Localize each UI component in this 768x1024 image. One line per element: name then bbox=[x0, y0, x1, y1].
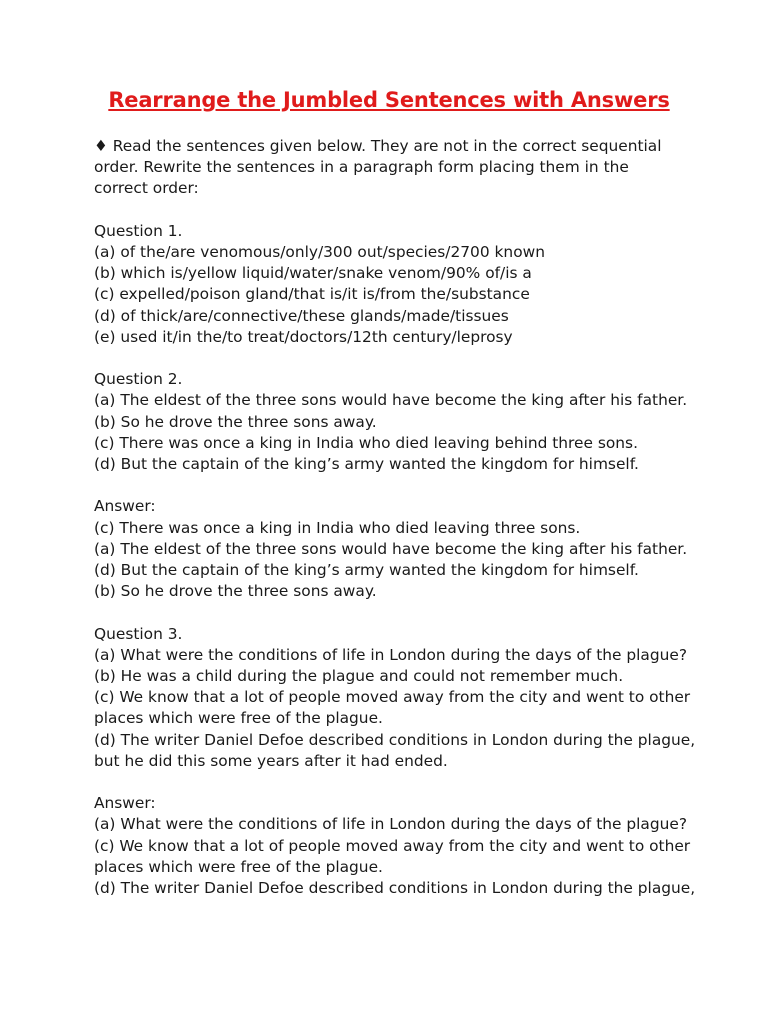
sentence-line: (c) There was once a king in India who died leaving three sons. bbox=[94, 518, 581, 537]
question-heading: Question 3. bbox=[94, 624, 183, 643]
sentence-line: but he did this some years after it had ended. bbox=[94, 751, 448, 770]
answer-heading: Answer: bbox=[94, 497, 156, 516]
answer-heading: Answer: bbox=[94, 794, 156, 813]
question-block bbox=[94, 624, 696, 772]
sentence-line: (d) But the captain of the king’s army wanted the kingdom for himself. bbox=[94, 561, 639, 580]
sentence-line: (a) of the/are venomous/only/300 out/species/2700 known bbox=[94, 243, 545, 261]
answer-block bbox=[94, 496, 688, 602]
sentence-line: (b) which is/yellow liquid/water/snake venom/90% of/is a bbox=[94, 264, 532, 283]
sentence-line: (b) He was a child during the plague and could not remember much. bbox=[94, 667, 624, 686]
sentence-line: (d) of thick/are/connective/these glands/made/tissues bbox=[94, 306, 509, 325]
question-block bbox=[94, 221, 684, 348]
sentence-line: (a) The eldest of the three sons would have become the king after his father. bbox=[94, 391, 688, 410]
sentence-line: (a) What were the conditions of life in London during the days of the plague? bbox=[94, 645, 688, 664]
sentence-line: places which were free of the plague. bbox=[94, 709, 383, 728]
sentence-line: (a) What were the conditions of life in London during the days of the plague? bbox=[94, 815, 688, 834]
question-heading: Question 2. bbox=[94, 370, 183, 389]
answer-block bbox=[94, 793, 696, 899]
question-blocks bbox=[94, 221, 696, 899]
document-page bbox=[94, 88, 696, 920]
sentence-line: (b) So he drove the three sons away. bbox=[94, 412, 377, 431]
sentence-line: (b) So he drove the three sons away. bbox=[94, 582, 377, 601]
question-heading: Question 1. bbox=[94, 221, 183, 240]
sentence-line: (d) The writer Daniel Defoe described conditions in London during the plague, bbox=[94, 879, 696, 898]
sentence-line: (d) The writer Daniel Defoe described conditions in London during the plague, bbox=[94, 730, 696, 749]
sentence-line: (d) But the captain of the king’s army wanted the kingdom for himself. bbox=[94, 455, 639, 474]
sentence-line: (a) The eldest of the three sons would have become the king after his father. bbox=[94, 539, 688, 558]
instructions-paragraph: ♦ Read the sentences given below. They are not in the correct sequential order. Rewrite the sentences in a paragraph form placing them in the correct order: bbox=[94, 137, 662, 198]
page-title: Rearrange the Jumbled Sentences with Answers bbox=[108, 88, 670, 112]
sentence-line: (c) We know that a lot of people moved away from the city and went to other bbox=[94, 688, 691, 707]
sentence-line: (e) used it/in the/to treat/doctors/12th century/leprosy bbox=[94, 327, 513, 346]
sentence-line: (c) We know that a lot of people moved away from the city and went to other bbox=[94, 836, 691, 855]
sentence-line: places which were free of the plague. bbox=[94, 857, 383, 876]
question-block bbox=[94, 369, 688, 475]
sentence-line: (c) There was once a king in India who died leaving behind three sons. bbox=[94, 433, 638, 452]
sentence-line: (c) expelled/poison gland/that is/it is/from the/substance bbox=[94, 285, 530, 304]
